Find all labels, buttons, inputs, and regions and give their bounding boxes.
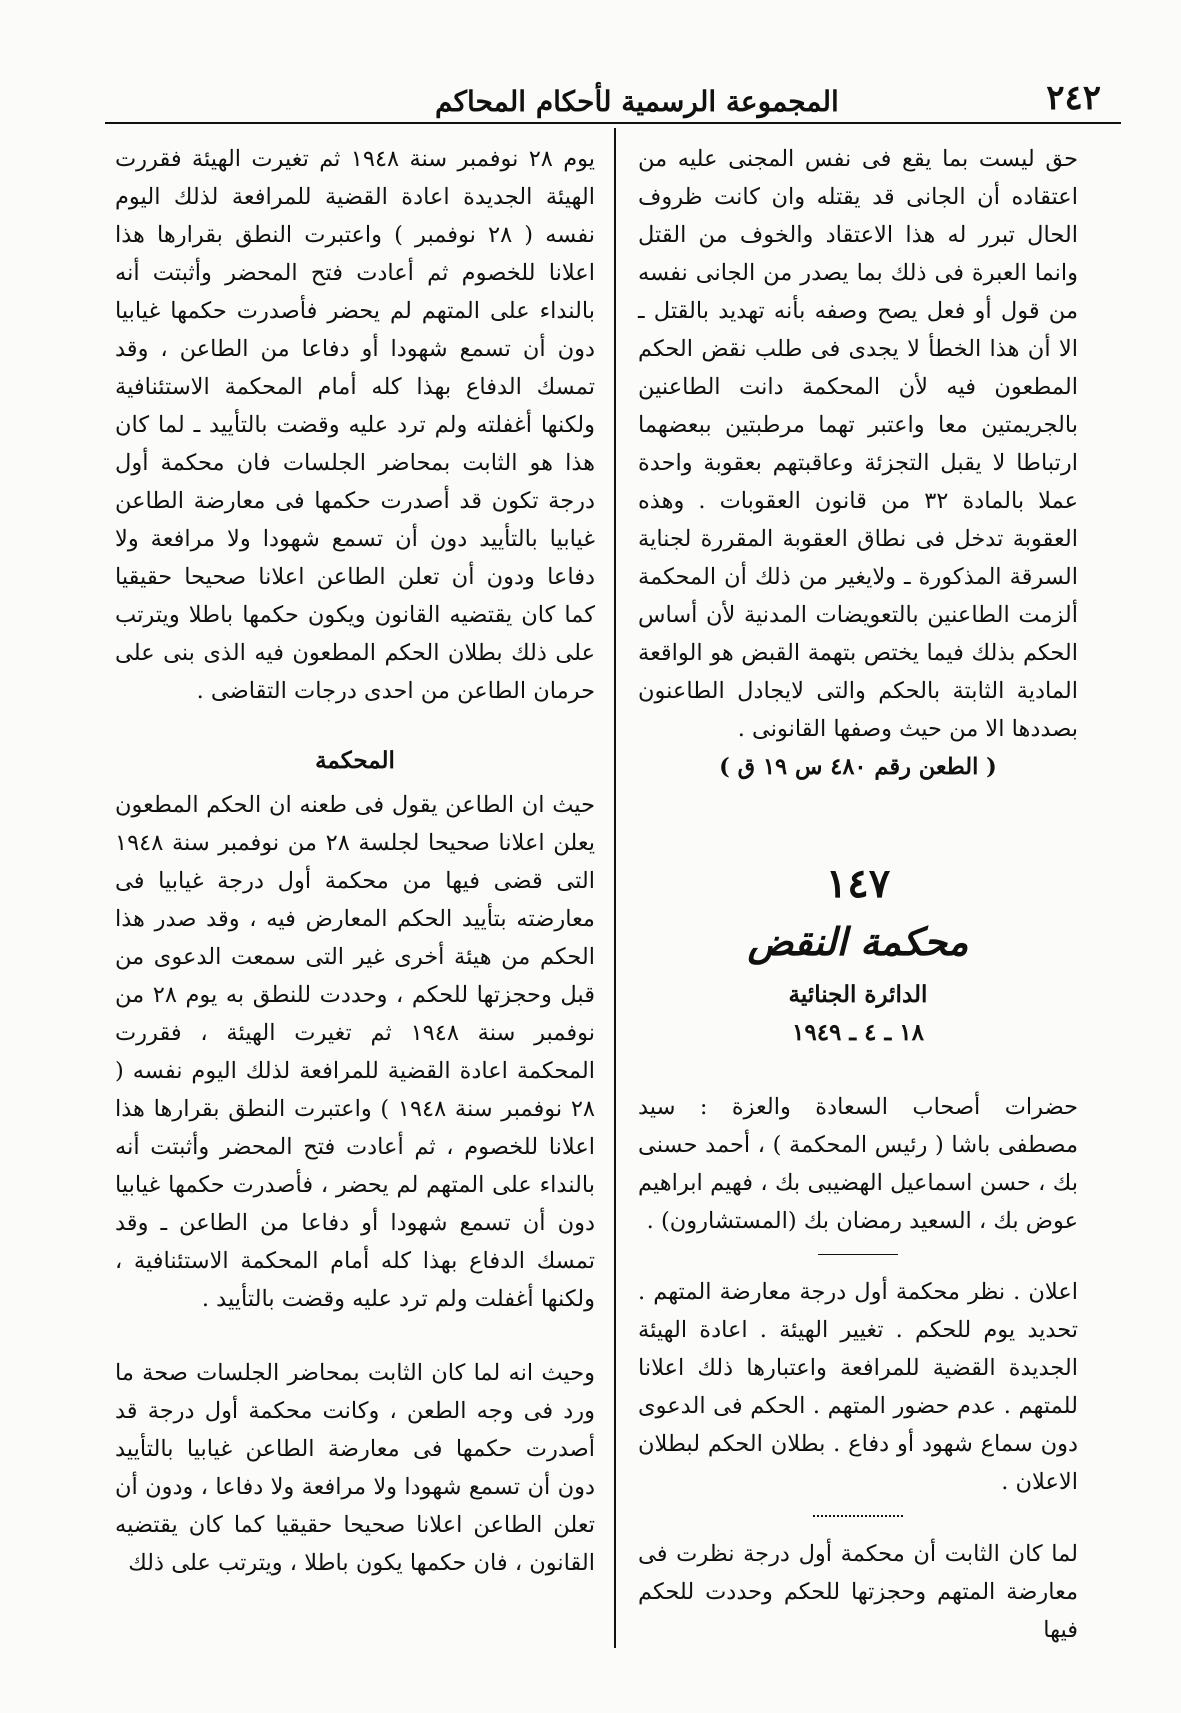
separator-rule — [818, 1254, 898, 1255]
facts-continuation: يوم ٢٨ نوفمبر سنة ١٩٤٨ ثم تغيرت الهيئة فقررت الهيئة الجديدة اعادة القضية للمرافعة لذلك اليوم نفسه ( ٢٨ نوفمبر ) واعتبرت النطق بقرارها هذا اعلانا للخصوم ثم أعادت فتح المحضر وأثبتت أنه بالنداء على المتهم لم يحضر فأصدرت حكمها غيابيا دون أن تسمع شهودا أو دفاعا من الطاعن ، وقد تمسك الدفاع بهذا كله أمام المحكمة الاستئنافية ولكنها أغفلته ولم ترد عليه وقضت بالتأييد ـ لما كان هذا هو الثابت بمحاضر الجلسات فان محكمة أول درجة تكون قد أصدرت حكمها فى معارضة الطاعن غيابيا بالتأييد دون أن تسمع شهودا ولا مرافعة ولا دفاعا ودون أن تعلن الطاعن اعلانا صحيحا حقيقيا كما كان يقتضيه القانون ويكون حكمها باطلا ويترتب على ذلك بطلان الحكم المطعون فيه الذى بنى على حرمان الطاعن من احدى درجات التقاضى . — [115, 146, 596, 704]
facts-start: لما كان الثابت أن محكمة أول درجة نظرت فى معارضة المتهم وحجزتها للحكم وحددت للحكم فيها — [638, 1541, 1078, 1643]
right-column — [638, 140, 1078, 1649]
page-header — [105, 70, 1101, 118]
section-title: المحكمة — [315, 747, 395, 774]
separator-dotted — [813, 1515, 903, 1517]
headnote: اعلان . نظر محكمة أول درجة معارضة المتهم . تحديد يوم للحكم . تغيير الهيئة . اعادة الهيئة الجديدة القضية للمرافعة واعتبارها ذلك اعلانا للمتهم . عدم حضور المتهم . الحكم فى الدعوى دون سماع شهود أو دفاع . بطلان الحكم لبطلان الاعلان . — [638, 1279, 1078, 1495]
column-divider — [614, 128, 616, 1648]
chamber-name: الدائرة الجنائية — [788, 981, 928, 1008]
running-title: المجموعة الرسمية لأحكام المحاكم — [435, 85, 839, 118]
case-date: ١٨ ـ ٤ ـ ١٩٤٩ — [791, 1019, 925, 1046]
judgment-body-1: حيث ان الطاعن يقول فى طعنه ان الحكم المطعون يعلن اعلانا صحيحا لجلسة ٢٨ من نوفمبر سنة ١٩٤٨ التى قضى فيها من محكمة أول درجة غيابيا فى معارضته بتأييد الحكم المعارض فيه ، وقد صدر هذا الحكم من هيئة أخرى غير التى سمعت الدعوى من قبل وحجزتها للحكم ، وحددت للنطق به يوم ٢٨ من نوفمبر سنة ١٩٤٨ ثم تغيرت الهيئة ، فقررت المحكمة اعادة القضية للمرافعة لذلك اليوم نفسه ( ٢٨ نوفمبر سنة ١٩٤٨ ) واعتبرت النطق بقرارها هذا اعلانا للخصوم ، ثم أعادت فتح المحضر وأثبتت أنه بالنداء على المتهم لم يحضر ، فأصدرت حكمها غيابيا دون أن تسمع شهودا أو دفاعا من الطاعن ـ وقد تمسك الدفاع بهذا كله أمام المحكمة الاستئنافية ، ولكنها أغفلت ولم ترد عليه وقضت بالتأييد . — [115, 792, 596, 1312]
header-rule — [105, 122, 1121, 124]
page-number: ٢٤٢ — [1046, 78, 1101, 118]
left-column — [115, 140, 595, 1582]
judgment-body-2: وحيث انه لما كان الثابت بمحاضر الجلسات صحة ما ورد فى وجه الطعن ، وكانت محكمة أول درجة قد أصدرت حكمها فى معارضة الطاعن غيابيا بالتأييد دون أن تسمع شهودا ولا مرافعة ولا دفاعا ، ودون أن تعلن الطاعن اعلانا صحيحا حقيقيا كما كان يقتضيه القانون ، فان حكمها يكون باطلا ، ويترتب على ذلك — [115, 1360, 595, 1576]
case-number: ١٤٧ — [825, 860, 891, 907]
ruling-continuation: حق ليست بما يقع فى نفس المجنى عليه من اعتقاده أن الجانى قد يقتله وان كانت ظروف الحال تبرر له هذا الاعتقاد والخوف من القتل وانما العبرة فى ذلك بما يصدر من الجانى نفسه من قول أو فعل يصح وصفه بأنه تهديد بالقتل ـ الا أن هذا الخطأ لا يجدى فى طلب نقض الحكم المطعون فيه لأن المحكمة دانت الطاعنين بالجريمتين معا واعتبر تهما مرطبتين ببعضهما ارتباطا لا يقبل التجزئة وعاقبتهم بعقوبة واحدة عملا بالمادة ٣٢ من قانون العقوبات . وهذه العقوبة تدخل فى نطاق العقوبة المقررة لجناية السرقة المذكورة ـ ولايغير من ذلك أن المحكمة ألزمت الطاعنين بالتعويضات المدنية لأن أساس الحكم بذلك فيما يختص بتهمة القبض هو الواقعة المادية الثابتة بالحكم والتى لايجادل الطاعنون بصددها الا من حيث وصفها القانونى . — [638, 146, 1078, 742]
court-name: محكمة النقض — [747, 919, 969, 964]
paragraph-gap — [115, 1318, 595, 1354]
bench-composition: حضرات أصحاب السعادة والعزة : سيد مصطفى باشا ( رئيس المحكمة ) ، أحمد حسنى بك ، حسن اسماعيل الهضيبى بك ، فهيم ابراهيم عوض بك ، السعيد رمضان بك (المستشارون) . — [638, 1094, 1078, 1234]
appeal-reference: ( الطعن رقم ٤٨٠ س ١٩ ق ) — [719, 754, 997, 780]
